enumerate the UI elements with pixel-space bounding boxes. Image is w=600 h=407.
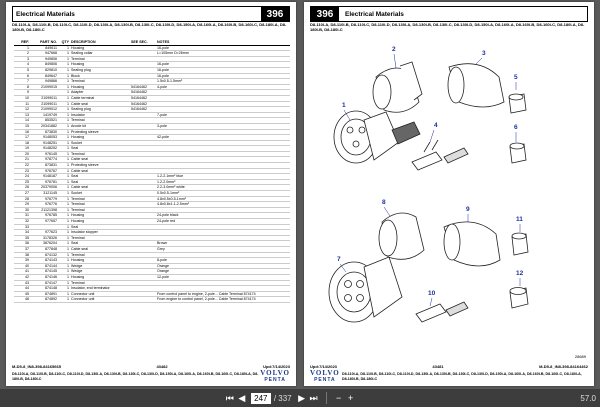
table-cell: 54164462 (130, 101, 156, 107)
rubber-boot-part (448, 64, 504, 107)
table-cell: 1 (58, 118, 70, 124)
table-cell: 54164462 (130, 84, 156, 90)
table-cell: Housing (70, 135, 130, 141)
page-number-input[interactable]: 247 (251, 393, 271, 404)
table-cell: 3178326 (30, 235, 58, 241)
table-cell: 9148187 (30, 174, 58, 180)
zoom-level[interactable]: 57.0 (580, 393, 596, 403)
column-header: NOTES (156, 40, 290, 45)
table-cell: Socket (70, 191, 130, 197)
table-cell: 22 (14, 163, 30, 169)
rubber-boot-part (444, 222, 500, 266)
table-cell: Terminal (70, 196, 130, 202)
callout-label: 8 (382, 199, 386, 206)
table-cell: 26 (14, 185, 30, 191)
table-cell: 1 (58, 219, 70, 225)
table-cell: 874148 (30, 286, 58, 292)
table-cell: 874132 (30, 252, 58, 258)
table-cell: 35 (14, 235, 30, 241)
volvo-penta-logo: VOLVO PENTA (260, 369, 290, 383)
table-cell: 3 (14, 56, 30, 62)
table-cell: Sealing collar (70, 51, 130, 57)
table-cell: 829810 (30, 67, 58, 73)
table-cell: 12-pole (156, 274, 290, 280)
table-cell: Protecting sleeve (70, 163, 130, 169)
table-cell: 13 (14, 112, 30, 118)
table-cell: Terminal (70, 151, 130, 157)
toolbar-divider (326, 392, 327, 404)
table-cell: Cable terminal (70, 95, 130, 101)
table-cell: 17 (14, 135, 30, 141)
table-cell: 853521 (30, 118, 58, 124)
table-cell: 874147 (30, 280, 58, 286)
table-cell: 2 (14, 51, 30, 57)
page-footer (310, 364, 588, 369)
table-cell: 6 (14, 73, 30, 79)
footer-updated: Upd:7/14/2023 (263, 364, 290, 369)
table-cell: 1 (58, 246, 70, 252)
table-cell: 20 (14, 151, 30, 157)
table-cell: Block (70, 73, 130, 79)
table-cell: 19 (14, 146, 30, 152)
table-cell: Protecting sleeve (70, 129, 130, 135)
table-cell: 849647 (30, 73, 58, 79)
table-cell: 1 (58, 67, 70, 73)
table-cell: 1 (58, 274, 70, 280)
table-cell: 21 (14, 157, 30, 163)
table-cell: Socket (70, 140, 130, 146)
column-header: SEE SEC. (130, 40, 156, 45)
table-cell: L=105mm D=26mm (156, 51, 290, 57)
last-page-icon[interactable]: ⏭ (309, 392, 318, 403)
table-cell: 1 (58, 146, 70, 152)
table-cell: 947668 (30, 51, 58, 57)
table-cell: Terminal (70, 235, 130, 241)
table-cell: 1.5x0.5-1.5mm² (156, 79, 290, 85)
table-cell: 1 (58, 241, 70, 247)
footer-doc-id: M-D5-8_IN8-398-84165665 (12, 364, 61, 369)
table-cell: 977657 (30, 219, 58, 225)
table-cell: 1.2-2.0mm² (156, 179, 290, 185)
table-cell: 9148053 (30, 135, 58, 141)
table-cell: 41 (14, 269, 30, 275)
table-cell: Insulator (70, 112, 130, 118)
table-cell: 874145 (30, 269, 58, 275)
table-cell: 976781 (30, 179, 58, 185)
table-cell: Orange (156, 263, 290, 269)
table-cell: 40 (14, 263, 30, 269)
table-cell: Cable seal (70, 246, 130, 252)
page-footer (12, 364, 290, 369)
table-cell: 21099012 (30, 107, 58, 113)
table-cell: 849806 (30, 62, 58, 68)
table-cell: Terminal (70, 202, 130, 208)
table-cell: 4.8x0.8x1.1-2.5mm² (156, 202, 290, 208)
table-cell: 1 (58, 174, 70, 180)
table-cell: 1419749 (30, 112, 58, 118)
column-header: PART NO. (30, 40, 58, 45)
table-cell: 16-pole (156, 62, 290, 68)
table-cell: 1 (58, 286, 70, 292)
table-cell: 976776 (30, 202, 58, 208)
table-cell: 21121398 (30, 207, 58, 213)
table-cell: 1 (58, 79, 70, 85)
table-cell: Sealing plug (70, 67, 130, 73)
table-cell: 2.2-3.0mm² white (156, 185, 290, 191)
viewer-toolbar (0, 389, 600, 407)
table-cell: Housing (70, 84, 130, 90)
table-cell: Connector unit (70, 297, 130, 303)
housing-part (373, 62, 422, 112)
table-cell: 36 (14, 241, 30, 247)
table-cell: 1 (14, 45, 30, 51)
table-cell: Seal (70, 224, 130, 230)
footer-code: 43482 (156, 364, 168, 369)
table-cell: 37 (14, 246, 30, 252)
table-cell: 3121145 (30, 191, 58, 197)
table-cell: Seal (70, 146, 130, 152)
table-cell: 949866 (30, 79, 58, 85)
table-cell: 1 (58, 280, 70, 286)
table-cell: 20341882 (30, 123, 58, 129)
table-cell: 31 (14, 213, 30, 219)
table-cell: 849611 (30, 45, 58, 51)
table-cell: From engine to control panel, 2-pole... Cable Terminal 874174 (156, 297, 290, 303)
table-cell: 9 (14, 90, 30, 96)
callout-label: 10 (428, 290, 436, 297)
table-cell: 25 (14, 179, 30, 185)
table-row (14, 297, 290, 303)
table-cell: Seal (70, 179, 130, 185)
column-header: REF. (14, 40, 30, 45)
table-cell: Cable seal (70, 185, 130, 191)
table-cell: 1 (58, 207, 70, 213)
table-cell: Terminal (70, 207, 130, 213)
table-cell: 43 (14, 280, 30, 286)
table-cell: 1 (58, 107, 70, 113)
table-cell: Terminal (70, 252, 130, 258)
table-cell: 1 (58, 73, 70, 79)
table-cell: 12 (14, 107, 30, 113)
table-cell: 874144 (30, 263, 58, 269)
table-cell: Sealing plug (70, 107, 130, 113)
table-cell: Brown (156, 241, 290, 247)
table-cell: 1 (58, 101, 70, 107)
table-cell: 18 (14, 140, 30, 146)
table-cell: 28 (14, 196, 30, 202)
table-cell: Cable seal (70, 101, 130, 107)
table-cell: 44 (14, 286, 30, 292)
table-cell: 1 (58, 168, 70, 174)
table-cell: 1 (58, 157, 70, 163)
table-cell: 9148251 (30, 140, 58, 146)
table-cell: Seal (70, 174, 130, 180)
table-cell: 1 (58, 235, 70, 241)
table-cell: 0.5x0.5-1mm² (156, 191, 290, 197)
column-header: QTY (58, 40, 70, 45)
table-cell: 42 (14, 274, 30, 280)
footer-code: 43481 (432, 364, 444, 369)
table-cell: 29 (14, 202, 30, 208)
table-cell: 45 (14, 291, 30, 297)
table-cell: 874892 (30, 297, 58, 303)
table-cell: 10 (14, 95, 30, 101)
table-cell: 24 (14, 174, 30, 180)
table-cell: Insulator, end terminator (70, 286, 130, 292)
footer-updated: Upd:7/14/2023 (310, 364, 337, 369)
callout-label: 7 (337, 256, 341, 263)
page-number: 396 (311, 7, 339, 21)
table-cell: 873830 (30, 129, 58, 135)
connector-housing-part (329, 257, 402, 322)
column-header: DESCRIPTION (70, 40, 130, 45)
model-list: D8-110I-A, D8-110I-B, D8-110I-C, D8-110I-D, D8-130I-A, D8-130I-B, D8-130I-C, D8-130I-D, D8-150I-A, D8-160I-A, D8-160I-B, D8-160I-C, D8-180I-A, D8-180I-B, D8-180I-C (310, 22, 585, 32)
table-cell: 54164462 (130, 95, 156, 101)
table-cell: 1 (58, 185, 70, 191)
table-cell: 54164462 (130, 107, 156, 113)
table-cell: Terminal (70, 56, 130, 62)
table-cell: 16-pole (156, 45, 290, 51)
table-cell: 1 (58, 62, 70, 68)
table-cell: 1 (58, 129, 70, 135)
table-cell: 1 (58, 224, 70, 230)
table-cell: 4.8x0.5x0.5-1mm² (156, 196, 290, 202)
table-cell: 8-pole (156, 258, 290, 264)
table-cell: 976785 (30, 213, 58, 219)
table-cell: 33 (14, 224, 30, 230)
terminal-part (412, 140, 468, 170)
table-cell: 30 (14, 207, 30, 213)
table-cell: 949806 (30, 56, 58, 62)
callout-label: 4 (434, 122, 438, 129)
table-cell: 21099011 (30, 95, 58, 101)
page-title: Electrical Materials (345, 10, 404, 18)
page-title: Electrical Materials (16, 10, 75, 18)
callout-label: 12 (516, 270, 524, 277)
table-cell: 1 (58, 291, 70, 297)
table-cell: 976779 (30, 196, 58, 202)
table-cell: 21099015 (30, 84, 58, 90)
table-cell: 24-pole black (156, 213, 290, 219)
table-cell: Orange (156, 269, 290, 275)
footer-doc-id: M-D5-8_IN8-398-84164462 (539, 364, 588, 369)
table-cell: Wedge (70, 269, 130, 275)
table-cell: 1 (58, 263, 70, 269)
table-cell: Insulator stopper (70, 230, 130, 236)
table-cell: Anode kit (70, 123, 130, 129)
table-cell: Connector unit (70, 291, 130, 297)
table-cell: Adapter (70, 90, 130, 96)
table-cell: 5 (14, 67, 30, 73)
table-cell: 1 (58, 213, 70, 219)
table-cell: 1.2-2.1mm² blue (156, 174, 290, 180)
table-cell: Housing (70, 258, 130, 264)
table-cell: Cable seal (70, 157, 130, 163)
table-cell: 1 (58, 140, 70, 146)
table-cell: 1 (58, 163, 70, 169)
previous-page-icon[interactable]: ◀ (238, 392, 246, 403)
table-cell (130, 297, 156, 303)
table-cell: 21099011 (30, 101, 58, 107)
table-cell: 1 (58, 90, 70, 96)
table-cell: 877848 (30, 246, 58, 252)
table-cell: Housing (70, 45, 130, 51)
table-cell: 976767 (30, 168, 58, 174)
table-cell: 1 (58, 258, 70, 264)
table-cell: 7 (14, 79, 30, 85)
table-cell: Cable seal (70, 168, 130, 174)
connector-housing-part (334, 111, 420, 163)
table-cell: 1 (58, 56, 70, 62)
exploded-parts-illustration (304, 2, 594, 386)
table-cell: 4-pole (156, 84, 290, 90)
table-cell: 1 (58, 202, 70, 208)
table-cell: Terminal (70, 280, 130, 286)
table-cell: 1 (58, 252, 70, 258)
table-cell: 977623 (30, 230, 58, 236)
left-page (6, 2, 296, 386)
table-cell: 16-pole (156, 67, 290, 73)
volvo-penta-logo: VOLVO PENTA (310, 369, 340, 383)
table-cell: 1 (58, 230, 70, 236)
right-page (304, 2, 594, 386)
table-cell: Housing (70, 274, 130, 280)
table-cell: 976145 (30, 151, 58, 157)
callout-label: 5 (514, 74, 518, 81)
table-cell: 16-pole (156, 73, 290, 79)
table-cell: 874891 (30, 291, 58, 297)
table-cell: 1 (58, 269, 70, 275)
table-cell: 3-pole (156, 123, 290, 129)
table-cell: 1 (58, 191, 70, 197)
footer-models: D8-110I-A, D8-110I-B, D8-110I-C, D8-110I-D, D8-130I-A, D8-130I-B, D8-130I-C, D8-130I-D, D8-150I-A, D8-160I-A, D8-160I-B, D8-160I-C, D8-180I-A, D8-180I-B, D8-180I-C (12, 372, 259, 381)
table-cell: 34 (14, 230, 30, 236)
callout-label: 2 (392, 46, 396, 53)
table-cell: 27 (14, 191, 30, 197)
table-cell: From control panel to engine, 2-pole... Cable Terminal 874174 (156, 291, 290, 297)
table-cell: 873831 (30, 163, 58, 169)
table-cell: 1 (58, 112, 70, 118)
table-cell: 1 (58, 297, 70, 303)
table-cell: 978774 (30, 157, 58, 163)
table-cell: 54164462 (130, 90, 156, 96)
table-cell: 20379006 (30, 185, 58, 191)
table-cell: 39 (14, 258, 30, 264)
page-number: 396 (261, 7, 289, 21)
housing-part (379, 213, 424, 259)
callout-label: 6 (514, 124, 518, 131)
table-cell: 24-pole red (156, 219, 290, 225)
first-page-icon[interactable]: ⏮ (225, 392, 234, 403)
footer-models: D8-110I-A, D8-110I-B, D8-110I-C, D8-110I-D, D8-130I-A, D8-130I-B, D8-130I-C, D8-130I-D, D8-150I-A, D8-160I-A, D8-160I-B, D8-160I-C, D8-180I-A, D8-180I-B, D8-180I-C (342, 372, 582, 381)
next-page-icon[interactable]: ▶ (298, 392, 306, 403)
table-cell: 23 (14, 168, 30, 174)
table-cell: 1 (58, 179, 70, 185)
table-cell: 42-pole (156, 135, 290, 141)
table-cell: 1 (58, 151, 70, 157)
zoom-in-icon[interactable]: + (347, 393, 354, 403)
table-cell: Housing (70, 62, 130, 68)
table-cell: 1 (58, 123, 70, 129)
table-cell: Terminal (70, 118, 130, 124)
parts-table (14, 40, 290, 303)
callout-label: 3 (482, 50, 486, 57)
zoom-out-icon[interactable]: − (335, 393, 342, 403)
table-cell: 1 (58, 95, 70, 101)
table-cell: 1 (58, 196, 70, 202)
table-cell: 14 (14, 118, 30, 124)
table-cell: 874143 (30, 258, 58, 264)
table-cell: 1 (58, 84, 70, 90)
table-cell: 4 (14, 62, 30, 68)
table-cell: 46 (14, 297, 30, 303)
table-cell: 38 (14, 252, 30, 258)
table-cell: Terminal (70, 79, 130, 85)
total-pages: / 337 (273, 393, 292, 403)
figure-id: 28689 (574, 354, 586, 359)
table-cell: 874146 (30, 274, 58, 280)
table-cell: 16 (14, 129, 30, 135)
callout-label: 9 (466, 206, 470, 213)
table-cell: 32 (14, 219, 30, 225)
callout-label: 11 (516, 216, 523, 223)
table-cell: 1 (58, 51, 70, 57)
table-cell: Seal (70, 241, 130, 247)
page-header (12, 6, 290, 22)
table-cell: 9148252 (30, 146, 58, 152)
table-cell: 7-pole (156, 112, 290, 118)
table-cell: Housing (70, 213, 130, 219)
callout-label: 1 (342, 102, 346, 109)
table-cell: 8 (14, 84, 30, 90)
table-cell: Grey (156, 246, 290, 252)
table-cell: 1 (58, 45, 70, 51)
table-cell: Housing (70, 219, 130, 225)
table-cell: 3876204 (30, 241, 58, 247)
table-cell: 11 (14, 101, 30, 107)
table-cell: 1 (58, 135, 70, 141)
terminal-part (416, 302, 468, 322)
table-cell: 15 (14, 123, 30, 129)
model-list: D8-110I-A, D8-110I-B, D8-110I-C, D8-110I-D, D8-130I-A, D8-130I-B, D8-130I-C, D8-130I-D, D8-150I-A, D8-160I-A, D8-160I-B, D8-160I-C, D8-180I-A, D8-180I-B, D8-180I-C (12, 22, 287, 32)
table-cell: Wedge (70, 263, 130, 269)
